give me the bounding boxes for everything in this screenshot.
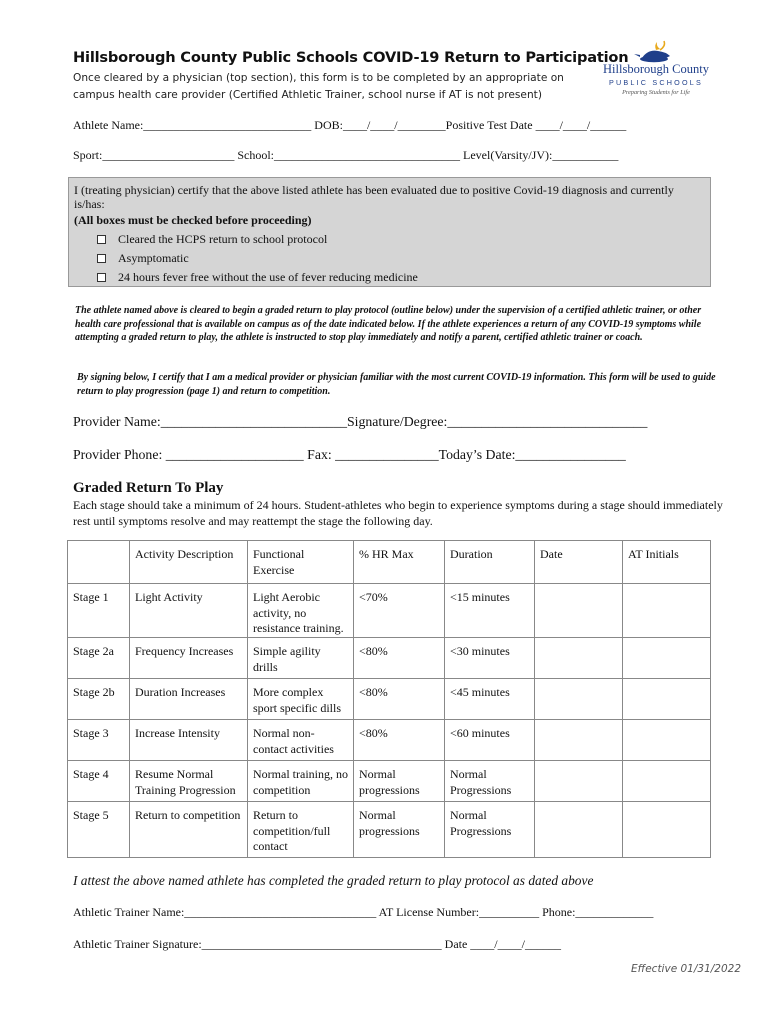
initials-cell[interactable] bbox=[623, 679, 711, 720]
exercise-cell: Normal training, no competition bbox=[248, 761, 354, 802]
table-row bbox=[68, 761, 711, 802]
activity-cell: Light Activity bbox=[130, 584, 248, 638]
logo-name: Hillsborough County bbox=[603, 62, 709, 76]
exercise-cell: Simple agility drills bbox=[248, 638, 354, 679]
hr-cell: <80% bbox=[354, 638, 445, 679]
table-row bbox=[68, 720, 711, 761]
exercise-cell: More complex sport specific dills bbox=[248, 679, 354, 720]
date-cell[interactable] bbox=[535, 584, 623, 638]
table-row bbox=[68, 679, 711, 720]
physician-certification-box bbox=[68, 177, 711, 287]
stage-cell: Stage 2a bbox=[68, 638, 130, 679]
logo-tagline: Preparing Students for Life bbox=[622, 89, 690, 96]
stage-cell: Stage 1 bbox=[68, 584, 130, 638]
provider-phone-line[interactable]: Provider Phone: ____________________ Fax: _______________Today’s Date:________________ bbox=[73, 447, 626, 462]
hr-cell: Normal progressions bbox=[354, 802, 445, 858]
athlete-info-line[interactable]: Athlete Name:____________________________ DOB:____/____/________Positive Test Date ____/____/______ bbox=[73, 118, 627, 132]
certification-requirement: (All boxes must be checked before proceeding) bbox=[74, 213, 312, 227]
activity-cell: Resume Normal Training Progression bbox=[130, 761, 248, 802]
hr-cell: Normal progressions bbox=[354, 761, 445, 802]
checkbox-icon[interactable] bbox=[97, 273, 106, 282]
activity-cell: Increase Intensity bbox=[130, 720, 248, 761]
header-cell: Functional Exercise bbox=[248, 541, 354, 584]
header-cell: % HR Max bbox=[354, 541, 445, 584]
checklist-label: 24 hours fever free without the use of fever reducing medicine bbox=[118, 270, 418, 284]
duration-cell: Normal Progressions bbox=[445, 802, 535, 858]
exercise-cell: Normal non-contact activities bbox=[248, 720, 354, 761]
table-row bbox=[68, 638, 711, 679]
hr-cell: <80% bbox=[354, 720, 445, 761]
district-logo bbox=[596, 40, 716, 102]
exercise-cell: Return to competition/full contact bbox=[248, 802, 354, 858]
header-cell: Activity Description bbox=[130, 541, 248, 584]
duration-cell: Normal Progressions bbox=[445, 761, 535, 802]
date-cell[interactable] bbox=[535, 638, 623, 679]
subtitle-line-1: Once cleared by a physician (top section), this form is to be completed by an appropriate on bbox=[73, 72, 564, 84]
stage-cell: Stage 2b bbox=[68, 679, 130, 720]
initials-cell[interactable] bbox=[623, 802, 711, 858]
trainer-name-line[interactable]: Athletic Trainer Name:________________________________ AT License Number:__________ Phone:_____________ bbox=[73, 905, 654, 919]
stage-cell: Stage 5 bbox=[68, 802, 130, 858]
checkbox-icon[interactable] bbox=[97, 254, 106, 263]
table-row bbox=[68, 584, 711, 638]
checklist-label: Cleared the HCPS return to school protocol bbox=[118, 232, 328, 246]
duration-cell: <45 minutes bbox=[445, 679, 535, 720]
activity-cell: Duration Increases bbox=[130, 679, 248, 720]
checklist-item[interactable] bbox=[97, 232, 327, 247]
date-cell[interactable] bbox=[535, 720, 623, 761]
clearance-note: The athlete named above is cleared to begin a graded return to play protocol (outline below) under the supervision of a certified athletic trainer, or other health care professional that is available on campus as of the date indicated below. If the athlete experiences a return of any COVID-19 symptoms while attempting a graded return to play, the athlete is instructed to stop play immediately and notify a parent, certified athletic trainer or coach. bbox=[75, 305, 702, 343]
return-to-play-table bbox=[67, 540, 711, 858]
date-cell[interactable] bbox=[535, 802, 623, 858]
duration-cell: <30 minutes bbox=[445, 638, 535, 679]
header-cell: Duration bbox=[445, 541, 535, 584]
initials-cell[interactable] bbox=[623, 720, 711, 761]
initials-cell[interactable] bbox=[623, 761, 711, 802]
duration-cell: <60 minutes bbox=[445, 720, 535, 761]
date-cell[interactable] bbox=[535, 679, 623, 720]
checklist-item[interactable] bbox=[97, 251, 189, 266]
form-subtitle bbox=[73, 70, 564, 104]
checkbox-icon[interactable] bbox=[97, 235, 106, 244]
graded-return-description: Each stage should take a minimum of 24 hours. Student-athletes who begin to experience symptoms during a stage should immediately rest until symptoms resolve and may reattempt the stage the following day. bbox=[73, 498, 723, 528]
lamp-icon bbox=[596, 40, 716, 64]
trainer-signature-line[interactable]: Athletic Trainer Signature:________________________________________ Date ____/____/______ bbox=[73, 937, 561, 951]
checklist-label: Asymptomatic bbox=[118, 251, 189, 265]
subtitle-line-2: campus health care provider (Certified Athletic Trainer, school nurse if AT is not present) bbox=[73, 89, 542, 101]
stage-cell: Stage 3 bbox=[68, 720, 130, 761]
activity-cell: Frequency Increases bbox=[130, 638, 248, 679]
signing-note: By signing below, I certify that I am a medical provider or physician familiar with the most current COVID-19 information. This form will be used to guide return to play progression (page 1) and return to competition. bbox=[77, 372, 716, 397]
header-cell: Date bbox=[535, 541, 623, 584]
table-row bbox=[68, 802, 711, 858]
table-header-row bbox=[68, 541, 711, 584]
hr-cell: <70% bbox=[354, 584, 445, 638]
sport-info-line[interactable]: Sport:______________________ School:_______________________________ Level(Varsity/JV):___________ bbox=[73, 148, 619, 162]
checklist-item[interactable] bbox=[97, 270, 418, 285]
header-cell: AT Initials bbox=[623, 541, 711, 584]
form-title: Hillsborough County Public Schools COVID-19 Return to Participation bbox=[73, 49, 629, 66]
stage-cell: Stage 4 bbox=[68, 761, 130, 802]
initials-cell[interactable] bbox=[623, 638, 711, 679]
initials-cell[interactable] bbox=[623, 584, 711, 638]
provider-name-line[interactable]: Provider Name:___________________________Signature/Degree:_____________________________ bbox=[73, 414, 648, 429]
certification-text: I (treating physician) certify that the above listed athlete has been evaluated due to positive Covid-19 diagnosis and currently is/has: bbox=[74, 183, 674, 211]
header-cell bbox=[68, 541, 130, 584]
effective-date: Effective 01/31/2022 bbox=[631, 963, 742, 975]
graded-return-title: Graded Return To Play bbox=[73, 480, 224, 496]
attestation-statement: I attest the above named athlete has completed the graded return to play protocol as dated above bbox=[73, 873, 594, 888]
duration-cell: <15 minutes bbox=[445, 584, 535, 638]
date-cell[interactable] bbox=[535, 761, 623, 802]
activity-cell: Return to competition bbox=[130, 802, 248, 858]
exercise-cell: Light Aerobic activity, no resistance training. bbox=[248, 584, 354, 638]
logo-subname: PUBLIC SCHOOLS bbox=[609, 78, 703, 87]
hr-cell: <80% bbox=[354, 679, 445, 720]
